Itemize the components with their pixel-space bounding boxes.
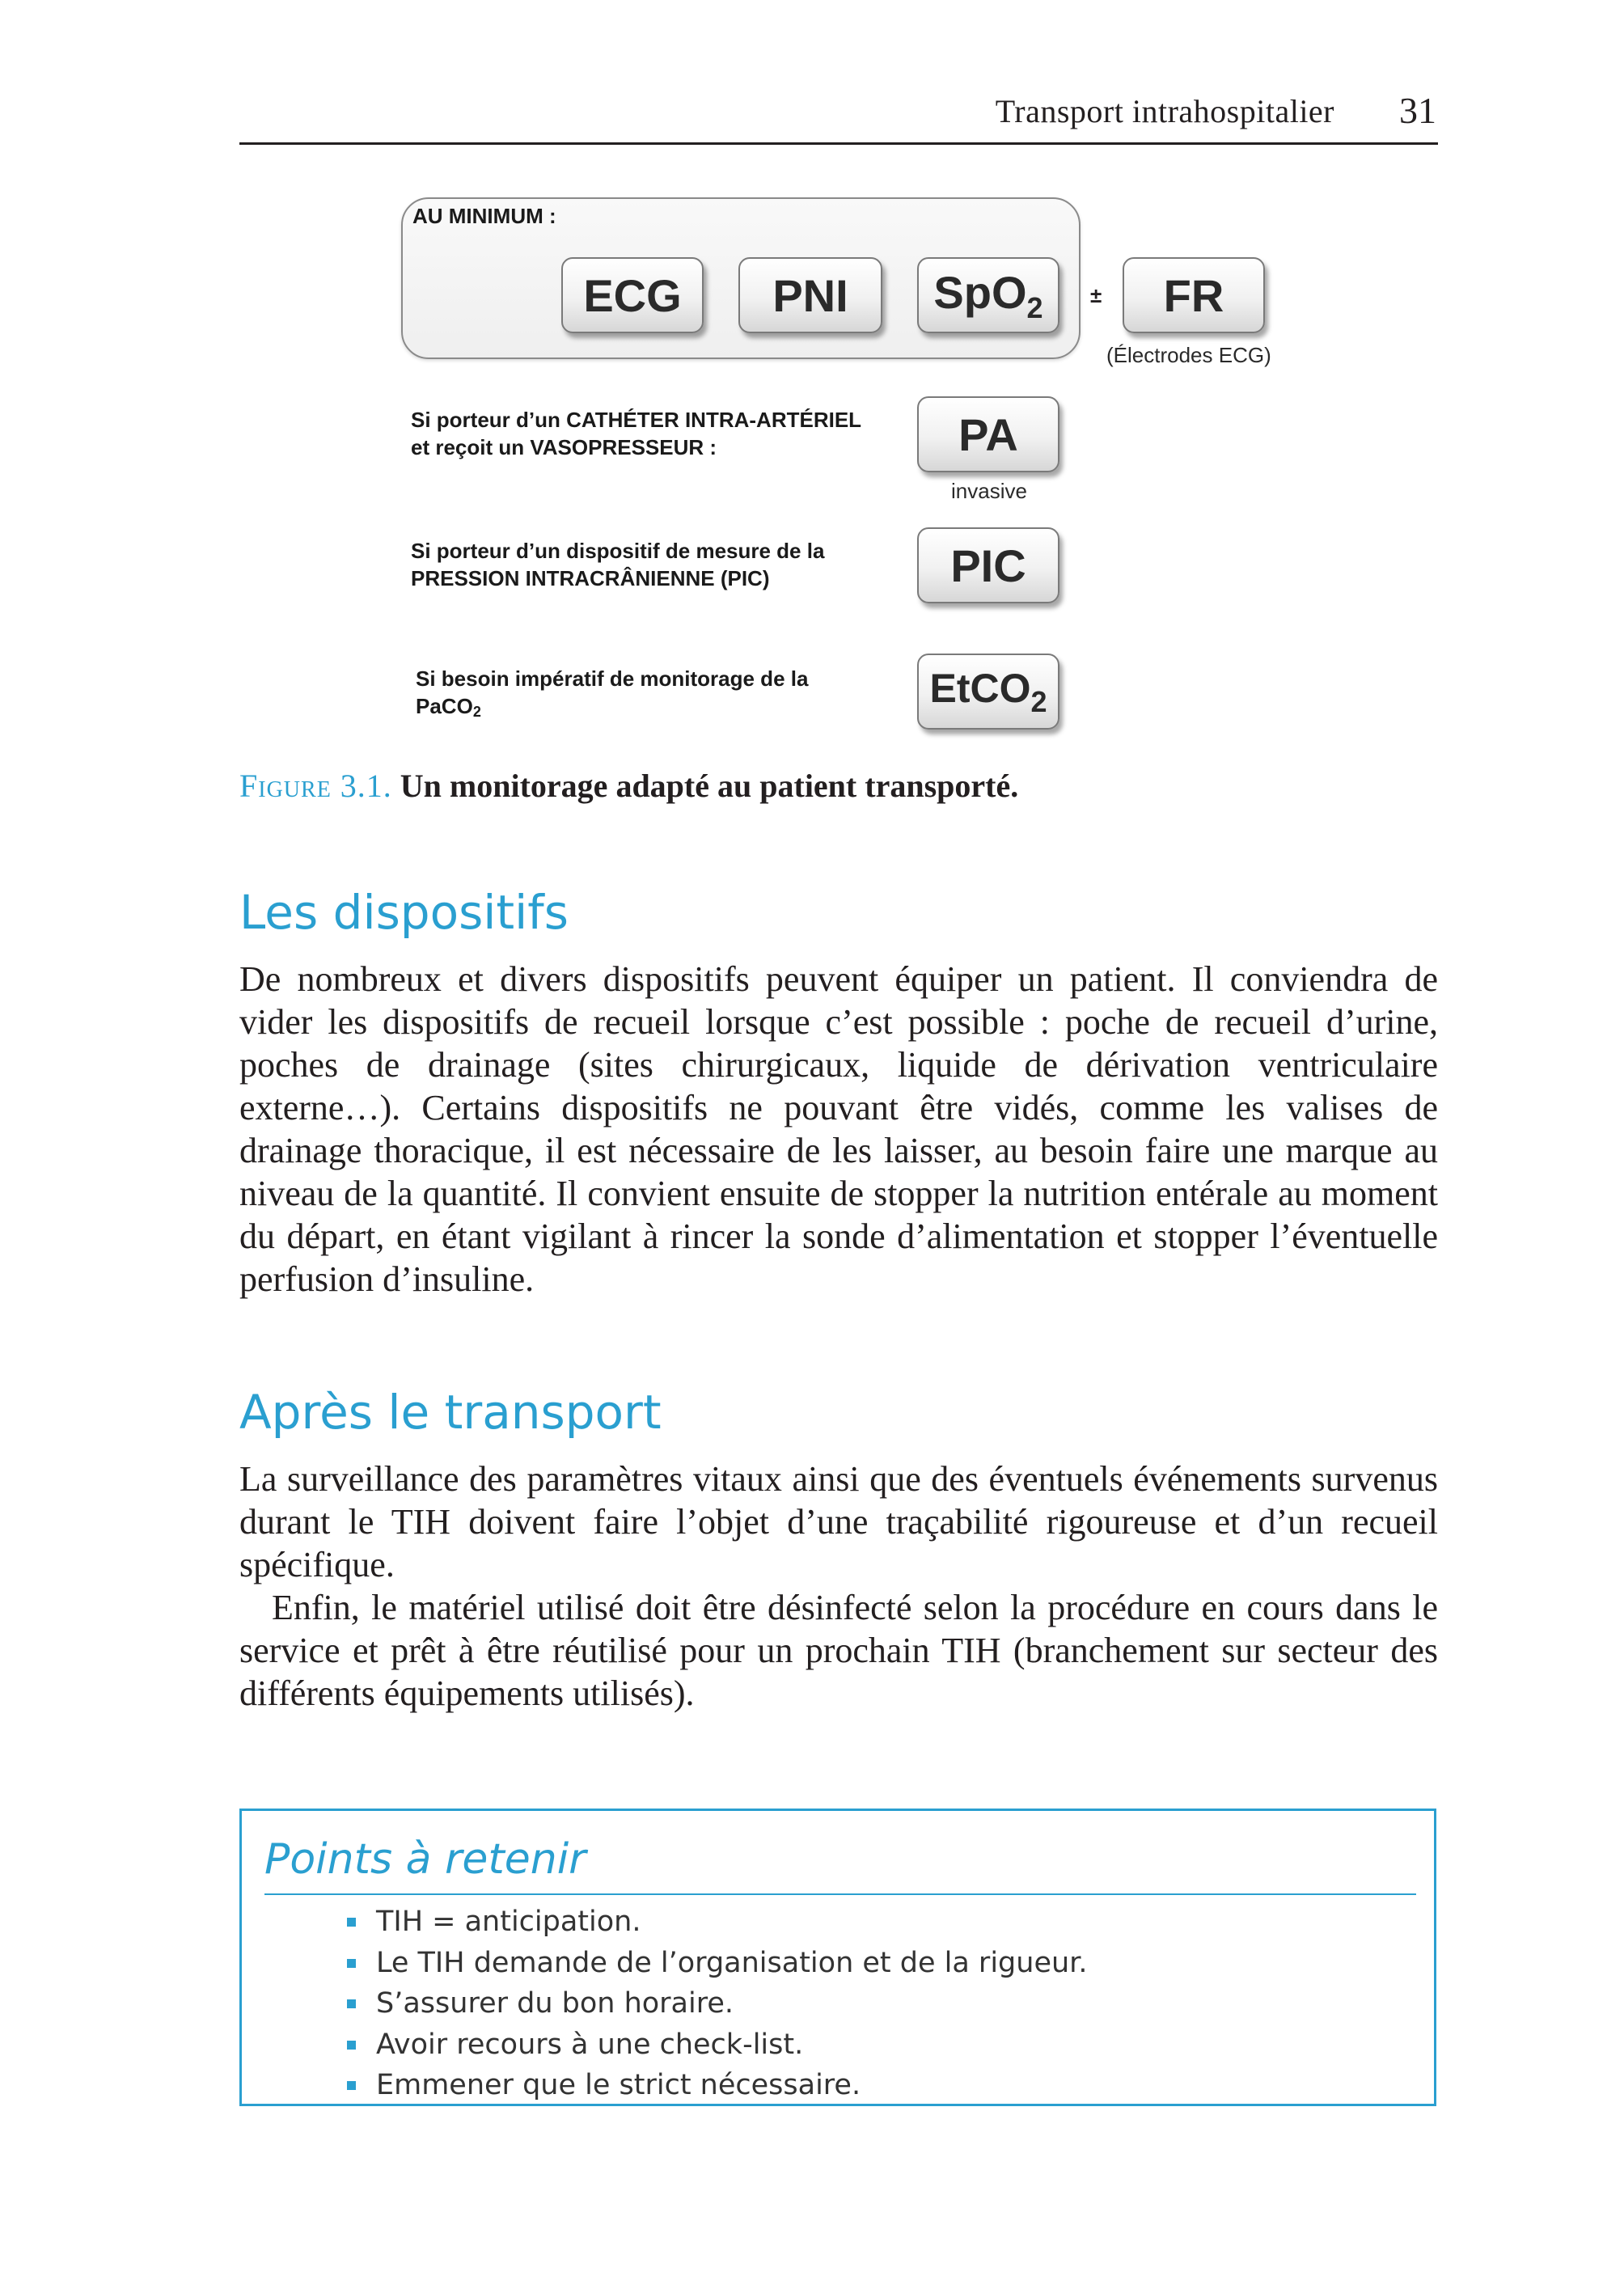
caption-label: Figure 3.1. [239,768,392,804]
pic-label: PIC [950,539,1026,591]
caption-text: Un monitorage adapté au patient transporté. [400,768,1019,804]
etco2-label: EtCO$_2$ [929,665,1047,718]
ecg-label: ECG [583,269,682,321]
points-list [347,1902,1087,2106]
condition-catheter: Si porteur d’un CATHÉTER INTRA-ARTÉRIEL et reçoit un VASOPRESSEUR : [411,408,862,459]
paragraph-dispositifs: De nombreux et divers dispositifs peuvent équiper un patient. Il conviendra de vider les dispositifs de recueil lorsque c’est possible : poche de recueil d’urine, poches de drainage (sites chirurgicaux, liquide de dérivation ventriculaire externe…). Certains dispositifs ne pouvant être vidés, comme les valises de drainage thoracique, il est nécessaire de les laisser, au besoin faire une marque au niveau de la quantité. Il convient ensuite de stopper la nutrition entérale au moment du départ, en étant vigilant à rincer la sonde d’alimentation et stopper l’éventuelle perfusion d’insuline. [239,959,1438,1299]
page-number: 31 [1399,90,1436,131]
minimum-label: AU MINIMUM : [412,204,556,228]
bullet-square-icon [347,1918,356,1927]
heading-apres-transport: Après le transport [239,1385,662,1440]
figure-monitoring [0,0,1624,776]
spo2-label: SpO$_2$ [933,266,1043,324]
condition-pic: Si porteur d’un dispositif de mesure de la PRESSION INTRACRÂNIENNE (PIC) [411,539,825,590]
list-item: Avoir recours à une check-list. [347,2024,1087,2066]
pni-button [738,257,882,333]
condition-paco2: Si besoin impératif de monitorage de la PaCO$_2$ [416,666,809,720]
pa-invasive-note: invasive [951,479,1027,503]
pic-button [917,527,1059,603]
bullet-square-icon [347,2041,356,2050]
pa-label: PA [958,408,1018,460]
pni-label: PNI [772,269,848,321]
fr-label: FR [1163,269,1224,321]
list-item: Emmener que le strict nécessaire. [347,2065,1087,2106]
ecg-button [561,257,704,333]
running-title: Transport intrahospitalier [995,93,1334,129]
spo2-button [917,257,1059,333]
list-item: TIH = anticipation. [347,1902,1087,1943]
pa-button [917,396,1059,472]
etco2-button [917,654,1059,730]
figure-caption [239,767,1018,805]
points-title: Points à retenir [264,1837,1416,1895]
bullet-square-icon [347,2081,356,2090]
points-a-retenir-box [239,1809,1436,2106]
list-item: Le TIH demande de l’organisation et de la rigueur. [347,1943,1087,1984]
plus-minus-sign: ± [1090,283,1102,307]
fr-note: (Électrodes ECG) [1106,343,1271,367]
heading-dispositifs: Les dispositifs [239,885,569,940]
paragraph-apres-2: Enfin, le matériel utilisé doit être désinfecté selon la procédure en cours dans le service et prêt à être réutilisé pour un prochain TIH (branchement sur secteur des différents équipements utilisés). [239,1588,1438,1713]
list-item: S’assurer du bon horaire. [347,1983,1087,2024]
paragraph-apres-1: La surveillance des paramètres vitaux ainsi que des éventuels événements survenus durant le TIH doivent faire l’objet d’une traçabilité rigoureuse et d’un recueil spécifique. [239,1459,1438,1584]
bullet-square-icon [347,1999,356,2008]
bullet-square-icon [347,1959,356,1968]
fr-button [1123,257,1265,333]
